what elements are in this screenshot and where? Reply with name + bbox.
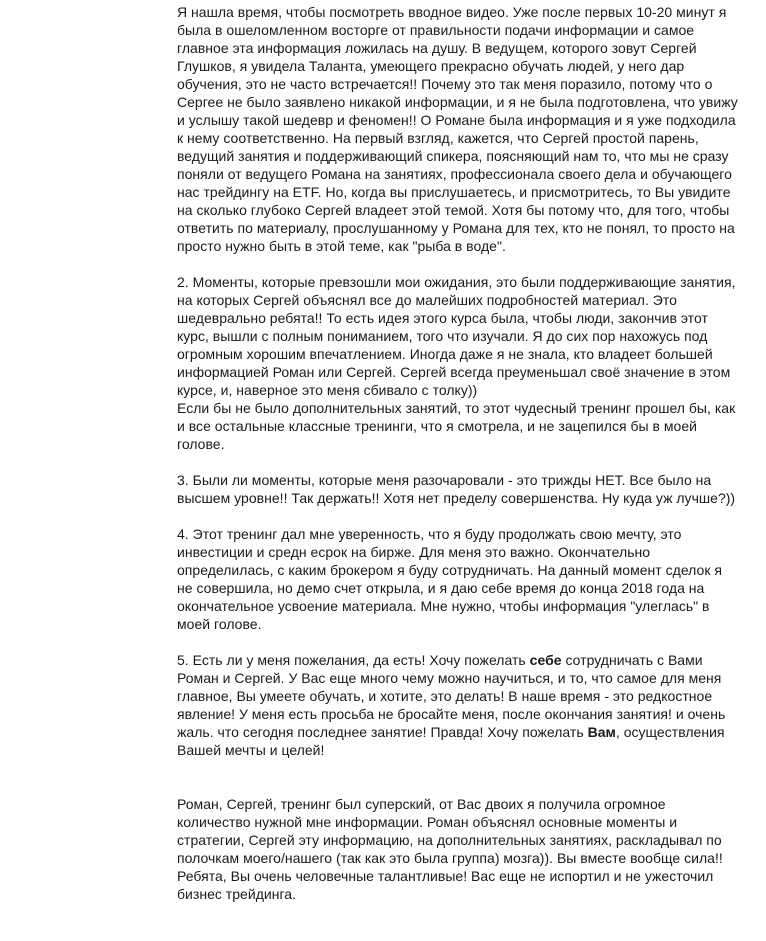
- paragraph-spacer: [177, 255, 741, 273]
- paragraph-point-4: 4. Этот тренинг дал мне уверенность, что я буду продолжать свою мечту, это инвестиции и средн есрок на бирже. Для меня это важно. Окончательно определилась, с каким брокером я буду сотрудничать. На данный момент сделок я не совершила, но демо счет открыла, и я даю себе время до конца 2018 года на окончательное усвоение материала. Мне нужно, чтобы информация "улеглась" в моей голове.: [177, 526, 722, 632]
- point-5-text-start: 5. Есть ли у меня пожелания, да есть! Хочу пожелать: [177, 652, 530, 668]
- paragraph-closing: Роман, Сергей, тренинг был суперский, от Вас двоих я получила огромное количество нужной мне информации. Роман объяснял основные моменты и стратегии, Сергей эту информацию, на дополнительных занятиях, раскладывал по полочкам моего/нашего (так как это была группа) мозга)). Вы вместе вообще сила!! Ребята, Вы очень человечные талантливые! Вас еще не испортил и не ужесточил бизнес трейдинга.: [177, 796, 723, 902]
- paragraph-point-2: 2. Моменты, которые превзошли мои ожидания, это были поддерживающие занятия, на которых Сергей объяснял все до малейших подробностей материал. Это шедеврально ребята!! То есть идея этого курса была, чтобы люди, закончив этот курс, вышли с полным пониманием, того что изучали. Я до сих пор нахожусь под огромным хорошим впечатлением. Иногда даже я не знала, кто владеет большей информацией Роман или Сергей. Сергей всегда преуменьшал своё значение в этом курсе, и, наверное это меня сбивало с толку)): [177, 274, 736, 398]
- point-5-text-end: , осуществления Вашей мечты и целей!: [177, 724, 725, 758]
- point-5-bold-you: Вам: [587, 724, 616, 740]
- paragraph-spacer-large: [177, 759, 741, 795]
- review-document: [177, 3, 741, 903]
- paragraph-spacer: [177, 633, 741, 651]
- point-5-text-middle: сотрудничать с Вами Роман и Сергей. У Вас еще много чему можно научиться, и то, что самое для меня главное, Вы умеете обучать, и хотите, это делать! В наше время - это редкостное явление! У меня есть просьба не бросайте меня, после окончания занятия! и очень жаль. что сегодня последнее занятие! Правда! Хочу пожелать: [177, 652, 726, 740]
- paragraph-spacer: [177, 453, 741, 471]
- paragraph-point-5: [177, 651, 741, 759]
- paragraph-intro: Я нашла время, чтобы посмотреть вводное видео. Уже после первых 10-20 минут я была в ошеломленном восторге от правильности подачи информации и самое главное эта информация ложилась на душу. В ведущем, которого зовут Сергей Глушков, я увидела Таланта, умеющего прекрасно обучать людей, у него дар обучения, это не часто встречается!! Почему это так меня поразило, потому что о Сергее не было заявлено никакой информации, и я не была подготовлена, что увижу и услышу такой шедевр и феномен!! О Романе была информация и я уже подходила к нему соответственно. На первый взгляд, кажется, что Сергей простой парень, ведущий занятия и поддерживающий спикера, поясняющий нам то, что мы не сразу поняли от ведущего Романа на занятиях, профессионала своего дела и обучающего нас трейдингу на ETF. Но, когда вы прислушаетесь, и присмотритесь, то Вы увидите на сколько глубоко Сергей владеет этой темой. Хотя бы потому что, для того, чтобы ответить по материалу, прослушанному у Романа для тех, кто не понял, то просто на просто нужно быть в этой теме, как "рыба в воде".: [177, 4, 738, 254]
- point-5-bold-self: себе: [529, 652, 562, 668]
- paragraph-spacer: [177, 507, 741, 525]
- paragraph-point-2-continued: Если бы не было дополнительных занятий, то этот чудесный тренинг прошел бы, как и все остальные классные тренинги, что я смотрела, и не зацепился бы в моей голове.: [177, 400, 736, 452]
- paragraph-point-3: 3. Были ли моменты, которые меня разочаровали - это трижды НЕТ. Все было на высшем уровне!! Так держать!! Хотя нет пределу совершенства. Ну куда уж лучше?)): [177, 472, 736, 506]
